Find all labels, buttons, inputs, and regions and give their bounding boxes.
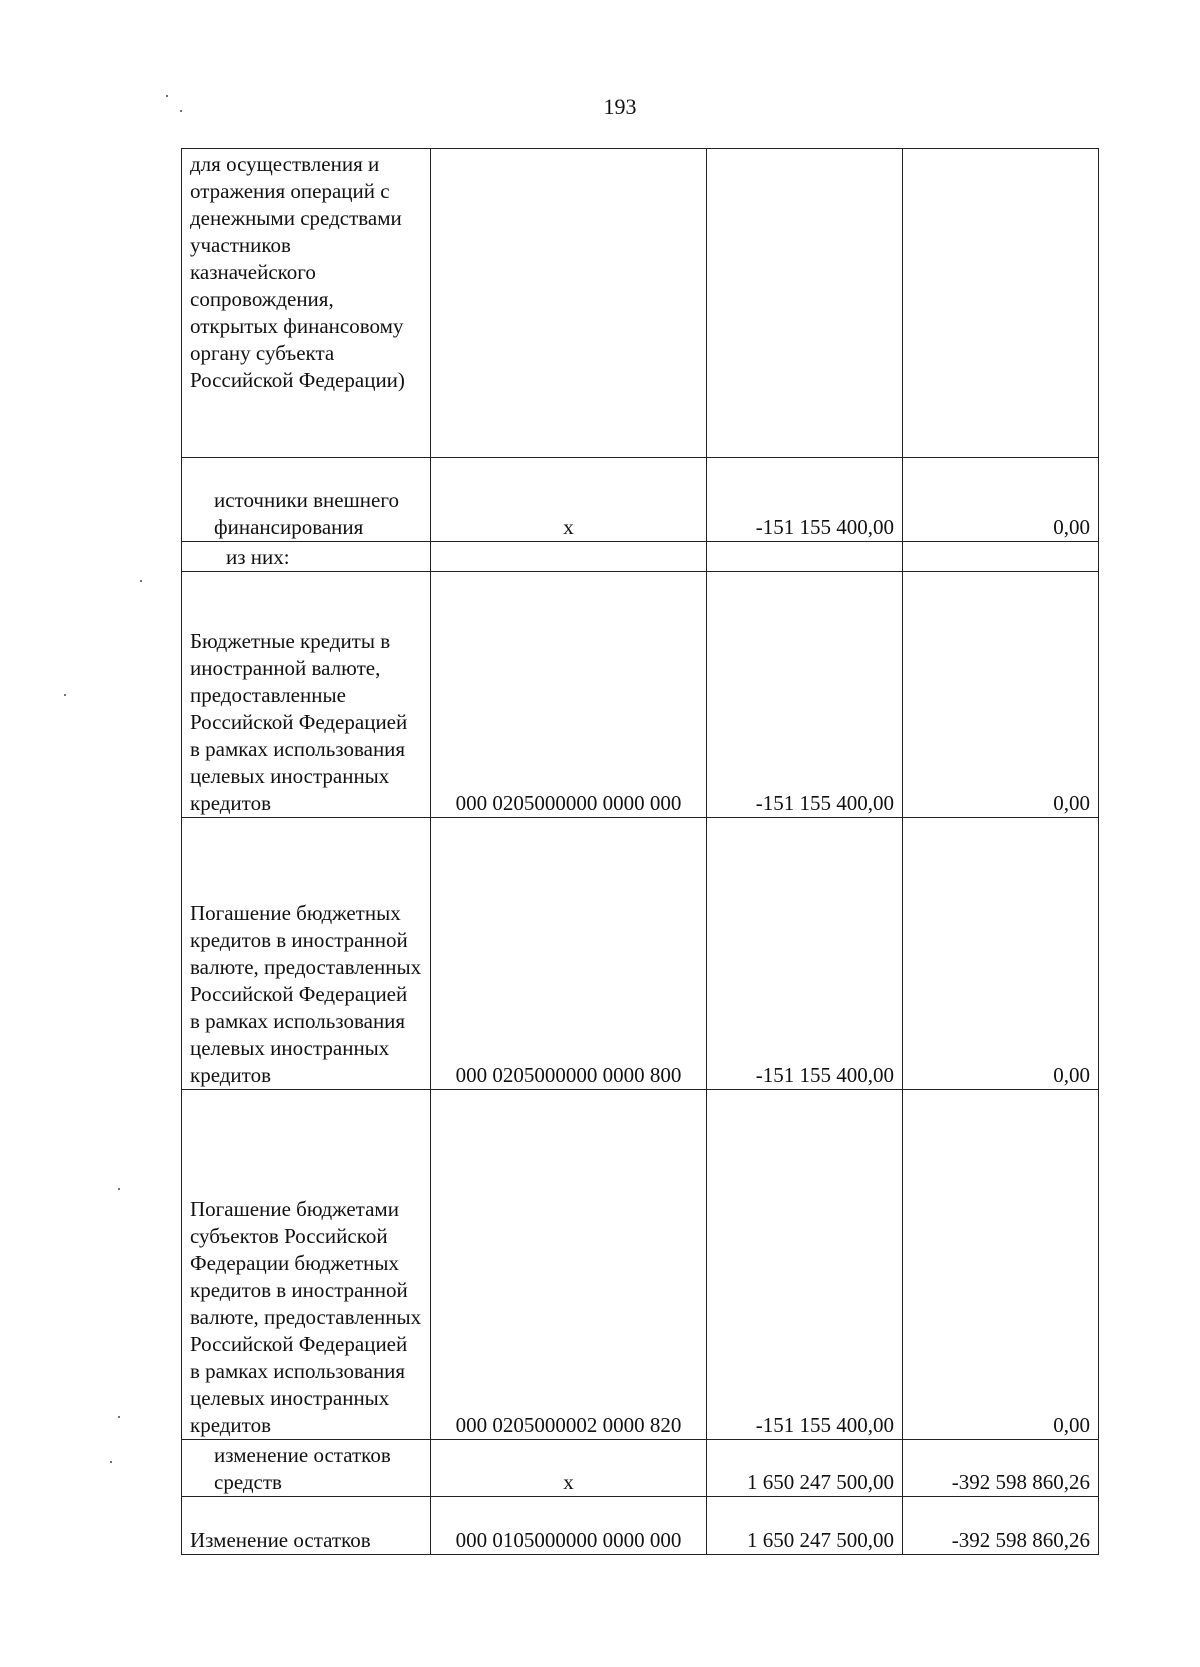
row-fact-value bbox=[903, 542, 1099, 572]
row-plan-value: -151 155 400,00 bbox=[707, 1090, 903, 1440]
scan-speck bbox=[140, 580, 142, 582]
table-row bbox=[182, 542, 1099, 572]
row-fact-value: 0,00 bbox=[903, 572, 1099, 818]
row-name: Изменение остатков bbox=[182, 1497, 431, 1555]
row-fact-value bbox=[903, 149, 1099, 458]
row-fact-value: 0,00 bbox=[903, 818, 1099, 1090]
row-plan-value bbox=[707, 542, 903, 572]
row-plan-value: -151 155 400,00 bbox=[707, 458, 903, 542]
row-plan-value: 1 650 247 500,00 bbox=[707, 1440, 903, 1497]
budget-sources-table bbox=[181, 148, 1099, 1555]
row-plan-value: -151 155 400,00 bbox=[707, 818, 903, 1090]
scan-speck bbox=[118, 1416, 120, 1418]
row-code: 000 0205000002 0000 820 bbox=[431, 1090, 707, 1440]
row-code bbox=[431, 542, 707, 572]
row-name: Погашение бюджетами субъектов Российской Федерации бюджетных кредитов в иностранной валюте, предоставленных Российской Федерацией в рамках использования целевых иностранных кредитов bbox=[182, 1090, 431, 1440]
scan-speck bbox=[166, 95, 168, 97]
row-name: Бюджетные кредиты в иностранной валюте, предоставленные Российской Федерацией в рамках использования целевых иностранных кредитов bbox=[182, 572, 431, 818]
row-name: из них: bbox=[182, 542, 431, 572]
row-plan-value: -151 155 400,00 bbox=[707, 572, 903, 818]
row-name: источники внешнего финансирования bbox=[182, 458, 431, 542]
row-code: 000 0105000000 0000 000 bbox=[431, 1497, 707, 1555]
row-code: 000 0205000000 0000 800 bbox=[431, 818, 707, 1090]
table-row bbox=[182, 1497, 1099, 1555]
scan-speck bbox=[110, 1461, 112, 1463]
row-code bbox=[431, 149, 707, 458]
row-plan-value: 1 650 247 500,00 bbox=[707, 1497, 903, 1555]
scan-speck bbox=[180, 110, 182, 112]
table-row bbox=[182, 458, 1099, 542]
page-number: 193 bbox=[603, 94, 637, 119]
table-row bbox=[182, 572, 1099, 818]
row-plan-value bbox=[707, 149, 903, 458]
scan-speck bbox=[118, 1188, 120, 1190]
table-row bbox=[182, 1090, 1099, 1440]
row-name: изменение остатков средств bbox=[182, 1440, 431, 1497]
scan-speck bbox=[64, 694, 66, 696]
table-row bbox=[182, 1440, 1099, 1497]
row-fact-value: 0,00 bbox=[903, 458, 1099, 542]
row-code: х bbox=[431, 458, 707, 542]
row-code: 000 0205000000 0000 000 bbox=[431, 572, 707, 818]
row-name: Погашение бюджетных кредитов в иностранной валюте, предоставленных Российской Федерацией в рамках использования целевых иностранных кредитов bbox=[182, 818, 431, 1090]
row-code: х bbox=[431, 1440, 707, 1497]
table-row bbox=[182, 818, 1099, 1090]
table-row bbox=[182, 149, 1099, 458]
row-fact-value: 0,00 bbox=[903, 1090, 1099, 1440]
row-name: для осуществления и отражения операций с денежными средствами участников казначейского сопровождения, открытых финансовому органу субъекта Российской Федерации) bbox=[182, 149, 431, 458]
row-fact-value: -392 598 860,26 bbox=[903, 1497, 1099, 1555]
row-fact-value: -392 598 860,26 bbox=[903, 1440, 1099, 1497]
